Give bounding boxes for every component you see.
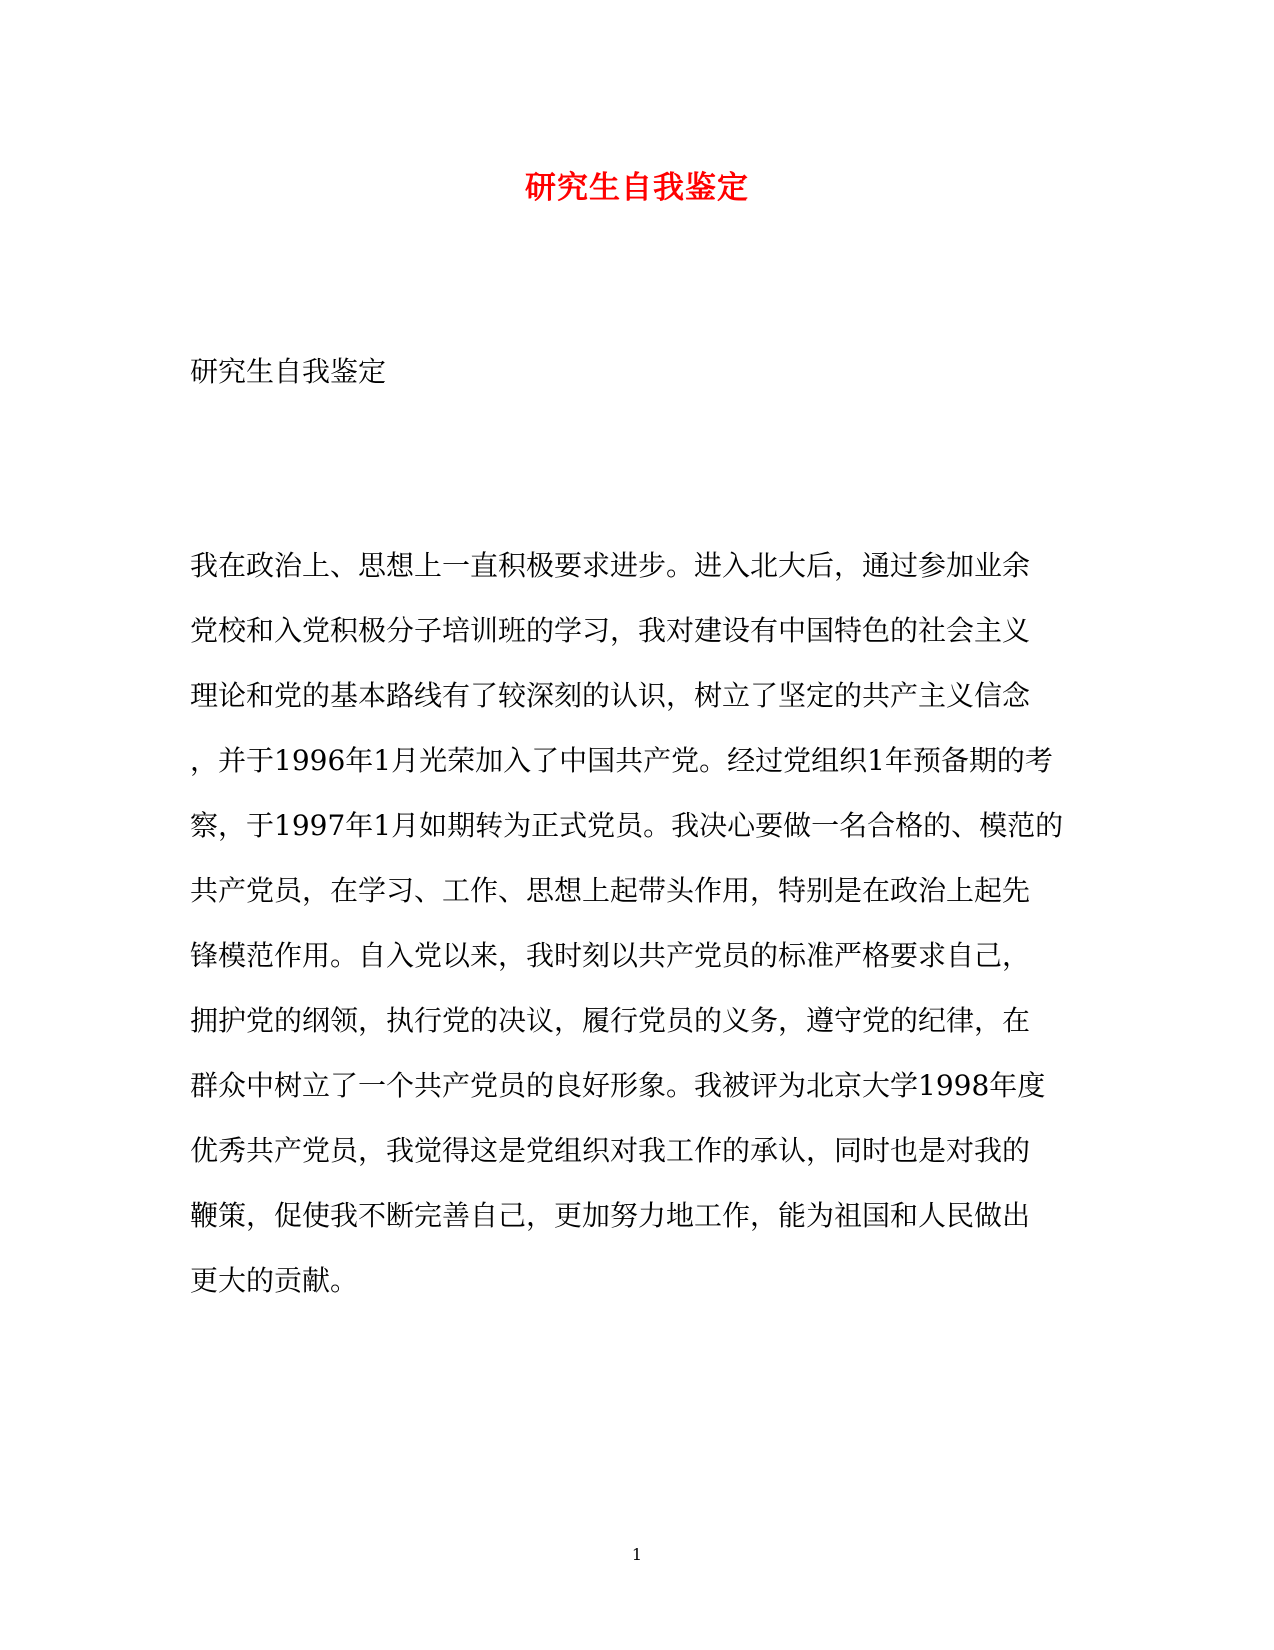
paragraph-line: 优秀共产党员，我觉得这是党组织对我工作的承认，同时也是对我的 bbox=[190, 1134, 1031, 1167]
paragraph-line: 党校和入党积极分子培训班的学习，我对建设有中国特色的社会主义 bbox=[190, 614, 1031, 647]
document-title: 研究生自我鉴定 bbox=[525, 170, 749, 206]
paragraph-line: ，并于1996年1月光荣加入了中国共产党。经过党组织1年预备期的考 bbox=[190, 744, 1053, 777]
section-heading: 研究生自我鉴定 bbox=[190, 355, 387, 388]
paragraph-line: 共产党员，在学习、工作、思想上起带头作用，特别是在政治上起先 bbox=[190, 874, 1031, 907]
paragraph-line: 我在政治上、思想上一直积极要求进步。进入北大后，通过参加业余 bbox=[190, 549, 1031, 582]
paragraph-line: 拥护党的纲领，执行党的决议，履行党员的义务，遵守党的纪律，在 bbox=[190, 1004, 1031, 1037]
paragraph-line: 察，于1997年1月如期转为正式党员。我决心要做一名合格的、模范的 bbox=[190, 809, 1064, 842]
paragraph-line: 锋模范作用。自入党以来，我时刻以共产党员的标准严格要求自己， bbox=[190, 939, 1031, 972]
body-paragraph bbox=[190, 548, 1090, 1328]
paragraph-line: 鞭策，促使我不断完善自己，更加努力地工作，能为祖国和人民做出 bbox=[190, 1199, 1031, 1232]
page-number: 1 bbox=[631, 1545, 643, 1564]
paragraph-line: 群众中树立了一个共产党员的良好形象。我被评为北京大学1998年度 bbox=[190, 1069, 1046, 1102]
paragraph-line: 理论和党的基本路线有了较深刻的认识，树立了坚定的共产主义信念 bbox=[190, 679, 1031, 712]
paragraph-line: 更大的贡献。 bbox=[190, 1264, 359, 1297]
